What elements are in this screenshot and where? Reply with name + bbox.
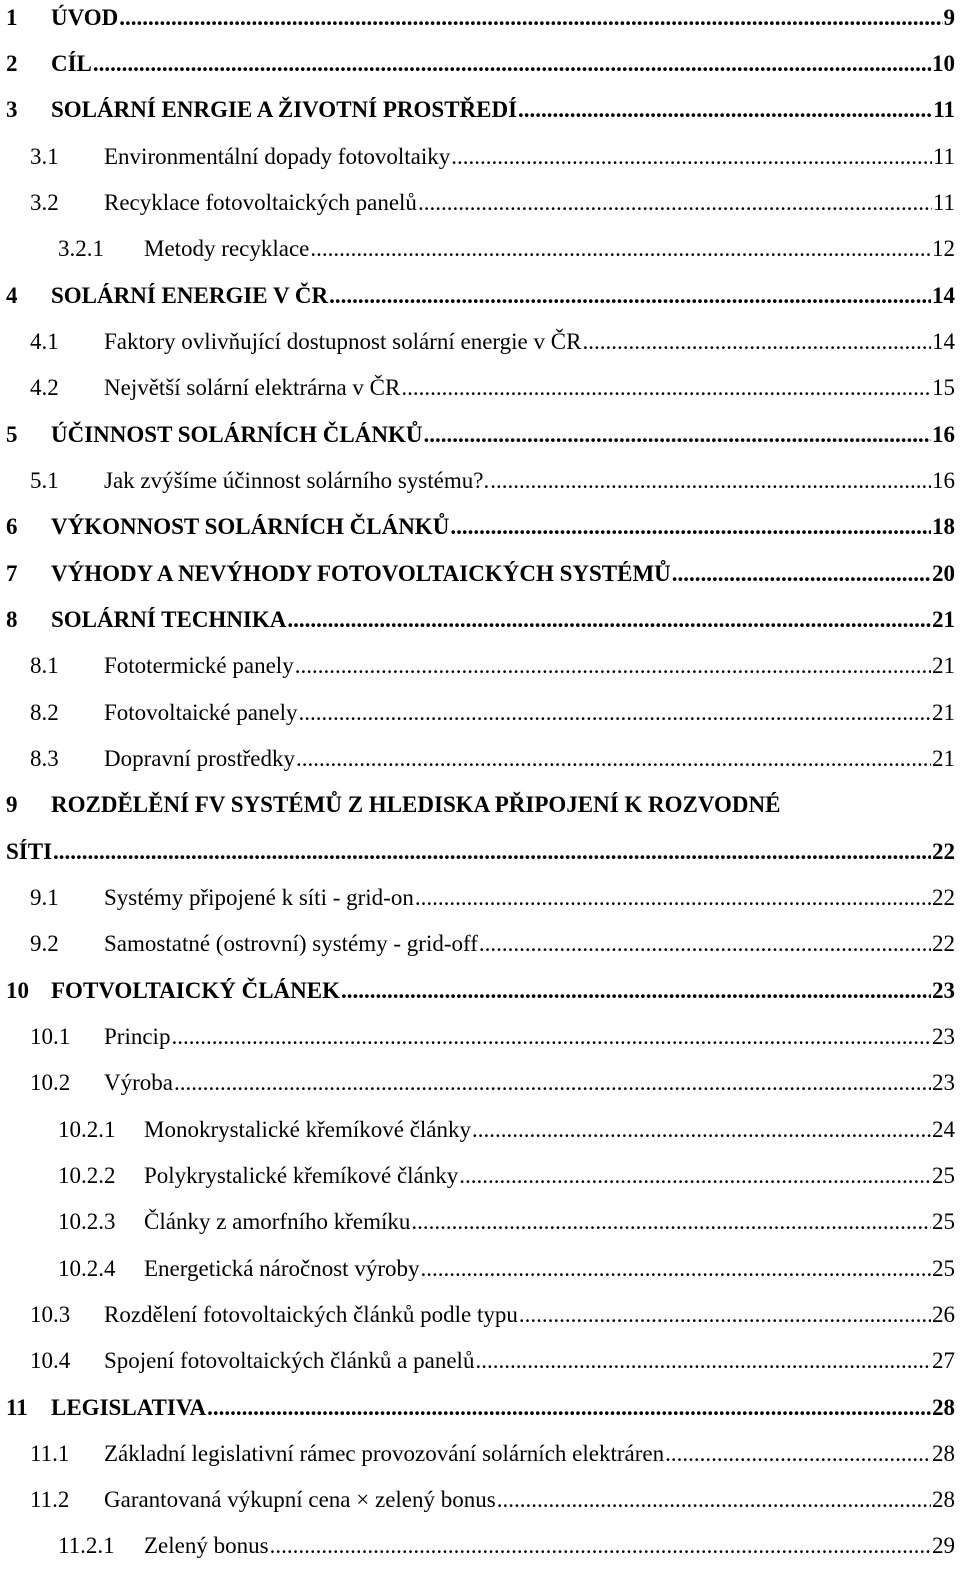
toc-entry[interactable] xyxy=(0,0,955,36)
toc-entry-title: SOLÁRNÍ ENERGIE V ČR xyxy=(51,283,329,308)
toc-entry-page: 23 xyxy=(932,1024,955,1049)
toc-leader-dots xyxy=(518,92,932,128)
toc-entry[interactable] xyxy=(0,1112,955,1148)
toc-entry-title: Fotovoltaické panely xyxy=(104,700,298,725)
toc-entry[interactable] xyxy=(0,1482,955,1518)
toc-entry[interactable] xyxy=(0,231,955,267)
toc-leader-dots xyxy=(665,1436,931,1472)
toc-entry[interactable] xyxy=(0,417,955,453)
toc-leader-dots xyxy=(423,417,931,453)
toc-leader-dots xyxy=(119,0,942,36)
toc-entry-title: Jak zvýšíme účinnost solárního systému?. xyxy=(104,468,490,493)
toc-leader-dots xyxy=(450,509,931,545)
toc-entry-number: 10.4 xyxy=(30,1348,71,1373)
toc-entry-number: 3.2.1 xyxy=(58,236,104,261)
toc-entry-number: 10.3 xyxy=(30,1302,71,1327)
toc-entry-title: Základní legislativní rámec provozování solárních elektráren xyxy=(104,1441,665,1466)
toc-entry-title-continuation: SÍTI xyxy=(6,839,53,864)
toc-entry-number: 11.2 xyxy=(30,1487,70,1512)
toc-entry[interactable] xyxy=(0,556,955,592)
toc-leader-dots xyxy=(582,324,931,360)
toc-leader-dots xyxy=(53,834,931,870)
toc-entry-page: 14 xyxy=(932,283,955,308)
toc-entry[interactable] xyxy=(0,370,955,406)
toc-entry-title: Články z amorfního křemíku xyxy=(144,1209,411,1234)
toc-entry[interactable] xyxy=(0,1343,955,1379)
toc-entry-number: 10.2.3 xyxy=(58,1209,116,1234)
toc-entry-page: 11 xyxy=(932,190,955,215)
toc-entry[interactable] xyxy=(0,463,955,499)
toc-leader-dots xyxy=(401,370,931,406)
toc-leader-dots xyxy=(295,648,931,684)
toc-entry-page: 23 xyxy=(932,978,955,1003)
toc-leader-dots xyxy=(341,973,931,1009)
toc-entry[interactable] xyxy=(0,1158,955,1194)
toc-entry-number: 8.2 xyxy=(30,700,59,725)
toc-entry-number: 2 xyxy=(6,51,18,76)
toc-entry-number: 10.2.4 xyxy=(58,1256,116,1281)
toc-leader-dots xyxy=(459,1158,931,1194)
toc-entry-number: 4.1 xyxy=(30,329,59,354)
toc-entry[interactable] xyxy=(0,1019,955,1055)
toc-entry-title: Metody recyklace xyxy=(144,236,310,261)
toc-entry-title: Faktory ovlivňující dostupnost solární energie v ČR xyxy=(104,329,582,354)
toc-leader-dots xyxy=(472,1112,931,1148)
toc-entry-number: 3.2 xyxy=(30,190,59,215)
toc-entry-continuation[interactable] xyxy=(0,834,955,870)
toc-entry-number: 10.2 xyxy=(30,1070,71,1095)
toc-entry-title: Dopravní prostředky xyxy=(104,746,295,771)
toc-entry-number: 5.1 xyxy=(30,468,59,493)
toc-entry-page: 21 xyxy=(932,607,955,632)
toc-entry-number: 1 xyxy=(6,5,18,30)
toc-entry[interactable] xyxy=(0,695,955,731)
toc-leader-dots xyxy=(411,1204,931,1240)
toc-entry-title: Polykrystalické křemíkové články xyxy=(144,1163,459,1188)
toc-entry-page: 11 xyxy=(932,144,955,169)
toc-leader-dots xyxy=(451,139,932,175)
toc-entry-page: 29 xyxy=(932,1532,955,1558)
toc-entry-title: Výroba xyxy=(104,1070,173,1095)
toc-entry[interactable] xyxy=(0,926,955,962)
toc-entry-title: Recyklace fotovoltaických panelů xyxy=(104,190,417,215)
toc-entry-title: SOLÁRNÍ ENRGIE A ŽIVOTNÍ PROSTŘEDÍ xyxy=(51,97,518,122)
toc-entry-number: 3.1 xyxy=(30,144,59,169)
toc-entry-title: ÚVOD xyxy=(51,5,119,30)
toc-entry-page: 11 xyxy=(933,97,955,122)
toc-leader-dots xyxy=(171,1019,931,1055)
toc-entry-title: Spojení fotovoltaických článků a panelů xyxy=(104,1348,475,1373)
toc-entry-page: 28 xyxy=(932,1441,955,1466)
toc-entry-number: 10.1 xyxy=(30,1024,71,1049)
toc-entry-number: 9.1 xyxy=(30,885,59,910)
toc-entry-number: 10.2.2 xyxy=(58,1163,116,1188)
toc-entry[interactable] xyxy=(0,1065,955,1101)
toc-entry-page: 21 xyxy=(932,746,955,771)
toc-entry-page: 22 xyxy=(932,839,955,864)
toc-entry-title: ÚČINNOST SOLÁRNÍCH ČLÁNKŮ xyxy=(51,422,423,447)
toc-leader-dots xyxy=(207,1390,931,1426)
toc-entry-number: 4.2 xyxy=(30,375,59,400)
toc-entry-number: 4 xyxy=(6,283,18,308)
toc-entry[interactable] xyxy=(0,324,955,360)
toc-entry[interactable] xyxy=(0,1436,955,1472)
toc-leader-dots xyxy=(672,556,931,592)
toc-entry-title: Environmentální dopady fotovoltaiky xyxy=(104,144,451,169)
toc-entry-page: 9 xyxy=(943,5,955,30)
toc-entry-number: 11.1 xyxy=(30,1441,70,1466)
toc-entry-number: 7 xyxy=(6,561,18,586)
toc-entry-page: 21 xyxy=(932,653,955,678)
toc-entry-title: Samostatné (ostrovní) systémy - grid-off xyxy=(104,931,478,956)
toc-entry[interactable] xyxy=(0,648,955,684)
toc-entry[interactable] xyxy=(0,509,955,545)
toc-entry-page: 21 xyxy=(932,700,955,725)
toc-entry-title: CÍL xyxy=(51,51,92,76)
toc-entry-title: Monokrystalické křemíkové články xyxy=(144,1117,472,1142)
toc-entry-number: 9.2 xyxy=(30,931,59,956)
toc-entry-page: 12 xyxy=(932,236,955,261)
toc-entry-page: 27 xyxy=(932,1348,955,1373)
toc-entry-title: Rozdělení fotovoltaických článků podle typu xyxy=(104,1302,518,1327)
toc-entry[interactable] xyxy=(0,185,955,221)
toc-entry-number: 11 xyxy=(6,1395,28,1420)
toc-leader-dots xyxy=(420,1251,931,1287)
toc-leader-dots xyxy=(93,46,931,82)
toc-entry-page: 23 xyxy=(932,1070,955,1095)
toc-entry[interactable] xyxy=(0,602,955,638)
toc-entry-number: 9 xyxy=(6,792,18,817)
toc-entry-number: 3 xyxy=(6,97,18,122)
toc-leader-dots xyxy=(497,1482,931,1518)
toc-entry-page: 15 xyxy=(932,375,955,400)
toc-entry-title: VÝKONNOST SOLÁRNÍCH ČLÁNKŮ xyxy=(51,514,450,539)
toc-entry[interactable] xyxy=(0,1297,955,1333)
toc-entry-page: 22 xyxy=(932,885,955,910)
toc-leader-dots xyxy=(270,1528,931,1564)
toc-entry-page: 10 xyxy=(932,51,955,76)
toc-entry-title: SOLÁRNÍ TECHNIKA xyxy=(51,607,287,632)
toc-entry-page: 18 xyxy=(932,514,955,539)
toc-entry-number: 8.1 xyxy=(30,653,59,678)
toc-entry[interactable] xyxy=(0,92,955,128)
toc-leader-dots xyxy=(475,1343,931,1379)
toc-leader-dots xyxy=(174,1065,931,1101)
toc-entry[interactable] xyxy=(0,741,955,777)
toc-entry-title: LEGISLATIVA xyxy=(51,1395,207,1420)
toc-entry-page: 25 xyxy=(932,1209,955,1234)
toc-leader-dots xyxy=(418,185,932,221)
toc-entry[interactable] xyxy=(0,1204,955,1240)
toc-entry[interactable] xyxy=(0,1390,955,1426)
toc-leader-dots xyxy=(287,602,931,638)
toc-leader-dots xyxy=(329,278,931,314)
toc-entry-title: ROZDĚLĚNÍ FV SYSTÉMŮ Z HLEDISKA PŘIPOJENÍ K ROZVODNÉ xyxy=(51,792,781,817)
toc-leader-dots xyxy=(415,880,931,916)
toc-entry-title: Fototermické panely xyxy=(104,653,294,678)
toc-leader-dots xyxy=(296,741,931,777)
toc-entry-page: 25 xyxy=(932,1163,955,1188)
toc-entry-number: 10 xyxy=(6,978,29,1003)
toc-leader-dots xyxy=(310,231,931,267)
toc-entry-page: 25 xyxy=(932,1256,955,1281)
toc-entry[interactable] xyxy=(0,46,955,82)
toc-entry-title: Energetická náročnost výroby xyxy=(144,1256,420,1281)
toc-entry-number: 8.3 xyxy=(30,746,59,771)
toc-entry-page: 24 xyxy=(932,1117,955,1142)
toc-entry[interactable] xyxy=(0,139,955,175)
toc-entry-page: 26 xyxy=(932,1302,955,1327)
toc-entry-page: 16 xyxy=(932,422,955,447)
toc-entry[interactable] xyxy=(0,880,955,916)
toc-entry-page: 20 xyxy=(932,561,955,586)
toc-entry-number: 11.2.1 xyxy=(58,1532,115,1558)
toc-entry[interactable] xyxy=(0,973,955,1009)
toc-entry-title: Největší solární elektrárna v ČR xyxy=(104,375,401,400)
toc-entry[interactable] xyxy=(0,1251,955,1287)
toc-leader-dots xyxy=(519,1297,931,1333)
toc-entry-page: 14 xyxy=(932,329,955,354)
toc-leader-dots xyxy=(479,926,931,962)
toc-entry-number: 5 xyxy=(6,422,18,447)
toc-entry-number: 8 xyxy=(6,607,18,632)
toc-entry-page: 28 xyxy=(932,1487,955,1512)
toc-entry-page: 28 xyxy=(932,1395,955,1420)
toc-entry[interactable] xyxy=(0,278,955,314)
toc-entry-number: 10.2.1 xyxy=(58,1117,116,1142)
toc-entry-title: FOTVOLTAICKÝ ČLÁNEK xyxy=(51,978,341,1003)
toc-entry-title: Garantovaná výkupní cena × zelený bonus xyxy=(104,1487,496,1512)
toc-entry-title: Zelený bonus xyxy=(144,1532,269,1558)
toc-entry-page: 16 xyxy=(932,468,955,493)
toc-entry-title: Systémy připojené k síti - grid-on xyxy=(104,885,414,910)
toc-leader-dots xyxy=(299,695,931,731)
toc-entry[interactable] xyxy=(0,787,955,823)
toc-entry-title: Princip xyxy=(104,1024,171,1049)
toc-entry-title: VÝHODY A NEVÝHODY FOTOVOLTAICKÝCH SYSTÉMŮ xyxy=(51,561,671,586)
toc-entry[interactable] xyxy=(0,1528,955,1564)
toc-leader-dots xyxy=(490,463,931,499)
toc-entry-number: 6 xyxy=(6,514,18,539)
toc-entry-page: 22 xyxy=(932,931,955,956)
